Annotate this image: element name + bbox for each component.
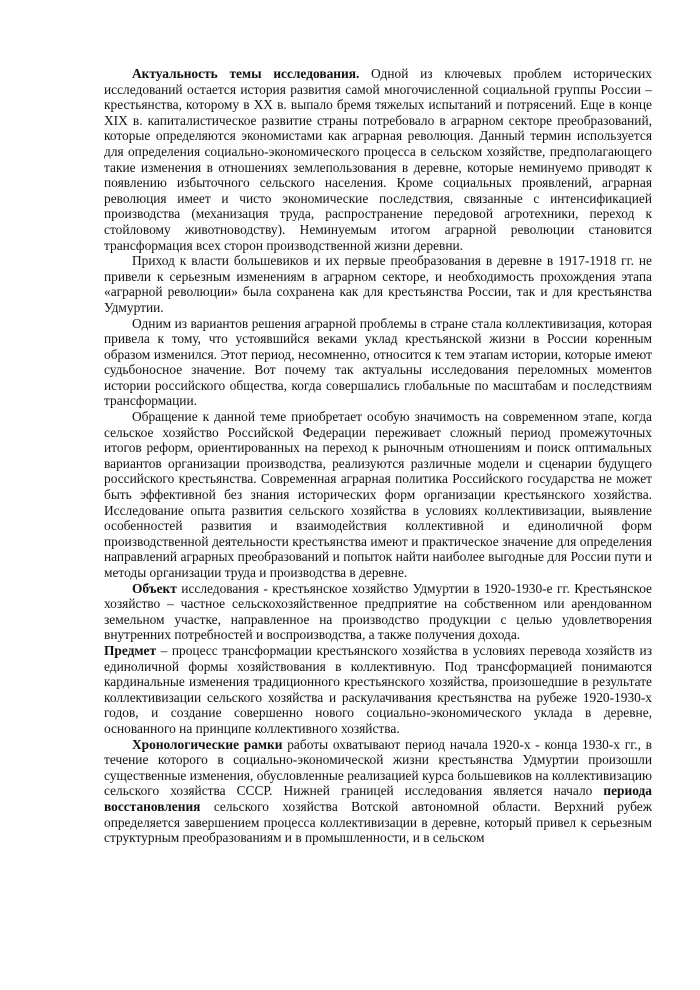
paragraph-significance [104, 409, 652, 581]
paragraph-text: Приход к власти большевиков и их первые преобразования в деревне в 1917-1918 гг. не привели к серьезным изменениям в аграрном секторе, и необходимость прохождения этапа «аграрной революции» была сохранена как для крестьянства России, так и для крестьянства Удмуртии. [104, 253, 652, 315]
heading-object: Объект [132, 580, 177, 596]
paragraph-text: – процесс трансформации крестьянского хозяйства в условиях перевода хозяйств из единоличной формы хозяйствования в коллективную. Под трансформацией понимаются кардинальные изменения традиционного крестьянского хозяйства, произошедшие в результате коллективизации сельского хозяйства и раскулачивания крестьянства на рубеже 1920-1930-х годов, и создание совершенно нового социально-экономического уклада в деревне, основанного на принципе коллективного хозяйства. [104, 642, 652, 736]
paragraph-text: Одним из вариантов решения аграрной проблемы в стране стала коллективизация, которая привела к тому, что устоявшийся веками уклад крестьянской жизни в России коренным образом изменился. Этот период, несомненно, относится к тем этапам истории, которые имеют судьбоносное значение. Вот почему так актуальны исследования переломных моментов истории российского общества, когда совершались глобальные по масштабам и последствиям трансформации. [104, 315, 652, 409]
paragraph-actuality [104, 66, 652, 253]
emphasis-restoration-period: периода восстановления [104, 783, 652, 814]
paragraph-collectivization [104, 316, 652, 410]
paragraph-text: Обращение к данной теме приобретает особую значимость на современном этапе, когда сельское хозяйство Российской Федерации переживает сложный период промежуточных итогов реформ, ориентированных на переход к рыночным отношениям и поиск оптимальных вариантов организации производства, реализуются различные модели и сценарии будущего российского крестьянства. Современная аграрная политика Российского государства не может быть эффективной без знания исторических форм организации крестьянского хозяйства. Исследование опыта развития сельского хозяйства в условиях коллективизации, выявление особенностей развития и взаимодействия коллективной и единоличной форм производственной деятельности крестьянства имеют и практическое значение для определения направлений аграрных преобразований и попыток найти наиболее выгодные для России пути и методы организации труда и производства в деревне. [104, 409, 652, 580]
paragraph-object [104, 581, 652, 643]
heading-subject: Предмет [104, 642, 157, 658]
paragraph-chronology [104, 737, 652, 846]
heading-actuality: Актуальность темы исследования. [132, 66, 360, 81]
heading-chronology: Хронологические рамки [132, 736, 283, 752]
paragraph-text: исследования - крестьянское хозяйство Удмуртии в 1920-1930-е гг. Крестьянское хозяйство – частное сельскохозяйственное предприятие на собственном или арендованном земельном участке, направленное на производство продукции с целью удовлетворения внутренних потребностей и воспроизводства, а также получения дохода. [104, 580, 652, 643]
paragraph-text: работы охватывают период начала 1920-х - конца 1930-х гг., в течение которого в социально-экономической жизни крестьянства Удмуртии произошли существенные изменения, обусловленные реализацией курса большевиков на коллективизацию сельского хозяйства СССР. Нижней границей исследования является начало [104, 736, 652, 799]
paragraph-text: сельского хозяйства Вотской автономной области. Верхний рубеж определяется завершением процесса коллективизации в деревне, который привел к серьезным структурным преобразованиям и в промышленности, и в сельском [104, 798, 652, 846]
paragraph-subject [104, 643, 652, 737]
document-page [104, 66, 652, 976]
paragraph-text: Одной из ключевых проблем исторических исследований остается история развития самой многочисленной социальной группы России – крестьянства, которому в XX в. выпало бремя тяжелых испытаний и потрясений. Еще в конце XIX в. капиталистическое развитие страны потребовало в аграрном секторе преобразований, которые определяются экономистами как аграрная революция. Данный термин используется для определения социально-экономического процесса в сельском хозяйстве, предполагающего такие изменения в отношениях землепользования в деревне, которые неминуемо приводят к появлению избыточного сельского населения. Кроме социальных проявлений, аграрная революция имеет и чисто экономические последствия, связанные с интенсификацией производства (механизация труда, распространение передовой агротехники, переход к стойловому животноводству). Неминуемым итогом аграрной революции становится трансформация всех сторон производственной жизни деревни. [104, 66, 652, 253]
paragraph-bolsheviks [104, 253, 652, 315]
